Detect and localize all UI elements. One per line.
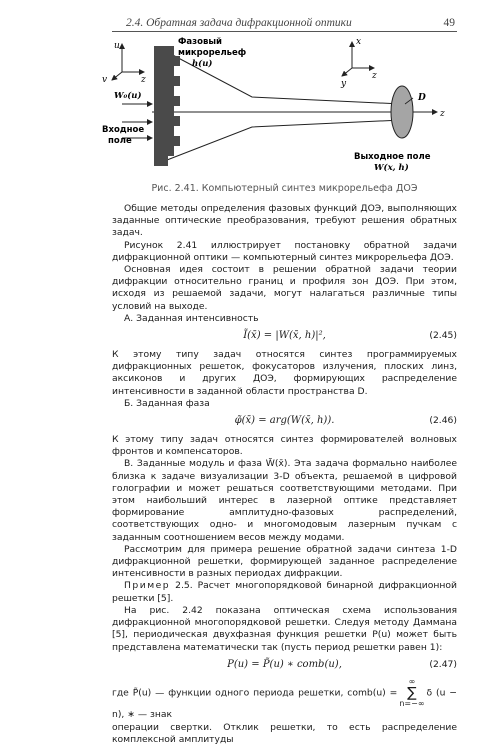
heading-b: Б. Заданная фаза — [124, 397, 210, 409]
paragraph-12-start: где P̃(u) — функции одного периода решетки, comb(u) = — [112, 687, 398, 699]
paragraph-12-end: δ (u − n), ∗ — знак — [112, 687, 457, 720]
paragraph-11: На рис. 2.42 показана оптическая схема использования дифракционной многопорядковой решетки. Следуя методу Даммана [5], периодическая двухфазная функция решетки P(u) может быть представлена математически так (пусть период решетки равен 1): — [112, 604, 457, 653]
sum-sigma: ∑ — [407, 684, 417, 701]
doe-element — [154, 46, 180, 166]
paragraph-13: операции свертки. Отклик решетки, то есть распределение комплексной амплитуды — [112, 721, 457, 745]
axis-z2-label: z — [372, 71, 377, 81]
example-heading — [112, 580, 457, 604]
sum-lower-limit: n=−∞ — [399, 698, 425, 708]
label-output-2: W(x, h) — [374, 163, 409, 173]
running-header — [112, 12, 457, 34]
label-input-1: Входное — [102, 125, 145, 135]
label-microrelief: микрорельеф — [178, 48, 247, 58]
comb-sum — [399, 678, 424, 708]
heading-a: А. Заданная интенсивность — [124, 312, 259, 324]
right-axes — [342, 42, 374, 76]
equation-2-46 — [112, 412, 457, 432]
equation-2-46-formula: φ̃(x̄) = arg(W(x̄, h)). — [234, 415, 335, 427]
output-region-ellipse — [391, 86, 413, 138]
sum-upper-limit: ∞ — [408, 676, 416, 686]
equation-2-47-formula: P(u) = P̃(u) ∗ comb(u), — [227, 658, 342, 670]
label-D: D — [418, 93, 426, 103]
paragraph-8: В. Заданные модуль и фаза W̃(x̄). Эта задача формально наиболее близка к задаче визуализации 3-D объекта, решаемой в цифровой голографии и может решаться соответствующими методами. При этом наибольший интерес в лазерной оптике представляет формирование амплитудно-фазовых распределений, соответствующих одно- и многомодовым лазерным пучкам с заданным соотношением весов между модами. — [112, 458, 457, 543]
equation-2-45 — [112, 327, 457, 347]
label-w0: W₀(u) — [114, 91, 142, 101]
axis-y-label: y — [341, 79, 347, 89]
label-output-1: Выходное поле — [354, 152, 431, 162]
equation-2-47-number: (2.47) — [429, 658, 457, 670]
equation-2-45-number: (2.45) — [429, 330, 457, 342]
paragraph-2: Рисунок 2.41 иллюстрирует постановку обратной задачи дифракционной оптики — компьютерный синтез микрорельефа ДОЭ. — [112, 239, 457, 263]
equation-2-47 — [112, 656, 457, 676]
axis-z3-label: z — [440, 109, 445, 119]
label-h: h(u) — [192, 59, 213, 69]
paragraph-1: Общие методы определения фазовых функций ДОЭ, выполняющих заданные оптические преобразования, требуют решения обратных задач. — [112, 203, 457, 239]
paragraph-12 — [112, 678, 457, 722]
example-title: 2.5. Расчет многопорядковой бинарной дифракционной решетки [5]. — [112, 580, 457, 604]
axis-x-label: x — [356, 37, 362, 47]
paragraph-3: Основная идея состоит в решении обратной задачи теории дифракции относительно границ и профиля зон ДОЭ. При этом, исходя из решаемой задачи, могут налагаться различные типы условий на выходе. — [112, 264, 457, 312]
example-word: Пример — [124, 580, 171, 592]
label-input-2: поле — [108, 136, 132, 146]
figure-2-41 — [92, 32, 467, 182]
label-phase: Фазовый — [178, 37, 222, 47]
paragraph-7: К этому типу задач относятся синтез формирователей волновых фронтов и компенсаторов. — [112, 434, 457, 458]
equation-2-46-number: (2.46) — [429, 415, 457, 427]
paragraph-9: Рассмотрим для примера решение обратной задачи синтеза 1-D дифракционной решетки, формирующей заданное распределение интенсивности в разных периодах дифракции. — [112, 543, 457, 580]
body-text — [112, 203, 457, 746]
paragraph-5: К этому типу задач относятся синтез программируемых дифракционных решеток, фокусаторов излучения, плоских линз, аксиконов и других ДОЭ, формирующих распределение интенсивности в заданной области пространства D. — [112, 349, 457, 397]
equation-2-45-formula: Ĩ(x̄) = |W(x̄, h)|², — [243, 330, 326, 342]
header-title: 2.4. Обратная задача дифракционной оптики — [126, 17, 352, 29]
axis-u-label: u — [114, 41, 120, 51]
figure-caption: Рис. 2.41. Компьютерный синтез микрорельефа ДОЭ — [151, 183, 418, 194]
page-number: 49 — [443, 17, 455, 29]
axis-z-label: z — [141, 75, 146, 85]
axis-v-label: v — [102, 75, 108, 85]
